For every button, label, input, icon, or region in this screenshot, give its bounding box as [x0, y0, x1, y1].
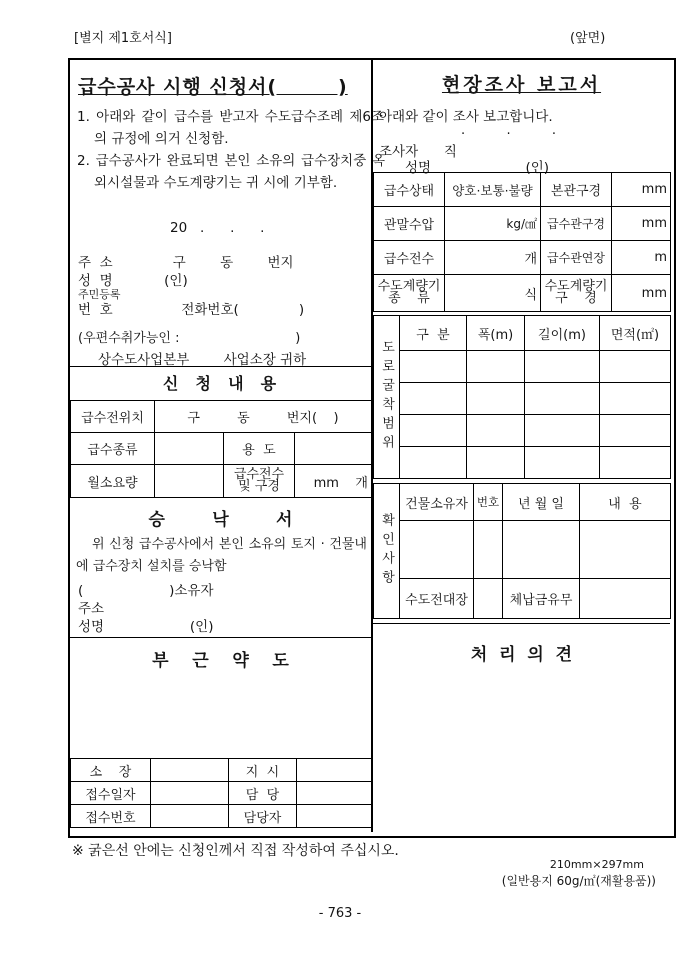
application-details-header: 신 청 내 용 [70, 366, 371, 401]
consent-section [70, 497, 371, 637]
pressure-label-cell: 관말수압 [374, 207, 445, 241]
blank-cell [467, 351, 525, 383]
faucet-label-cell: 급수전수 [374, 241, 445, 275]
survey-panel [371, 60, 672, 832]
confirmation-table [373, 483, 671, 619]
excavation-header-area: 면적(㎡) [600, 316, 671, 351]
map-title: 부 근 약 도 [152, 651, 289, 671]
blank-cell [155, 433, 224, 465]
application-details-table [70, 400, 372, 498]
confirmation-side-label: 확인사항 [374, 484, 400, 619]
paper-size-label: 210mm×297mm [549, 858, 644, 871]
blank-cell [151, 805, 229, 828]
blank-cell [297, 805, 372, 828]
form-note: ※ 굵은선 안에는 신청인께서 직접 작성하여 주십시오. [72, 843, 399, 859]
main-pipe-label-cell: 본관구경 [541, 173, 612, 207]
blank-cell [295, 433, 372, 465]
blank-cell [525, 383, 600, 415]
meter-value-cell: 식 [445, 275, 541, 312]
supply-state-value-cell: 양호·보통·불량 [445, 173, 541, 207]
pipe-length-label-cell: 급수관연장 [541, 241, 612, 275]
faucet-count-label-cell [224, 465, 295, 498]
supply-location-label-cell: 급수전위치 [71, 401, 155, 433]
applicant-name-line: 성 명 (인) [78, 273, 188, 289]
map-section [70, 637, 371, 759]
blank-cell [400, 415, 467, 447]
blank-cell [503, 521, 580, 579]
pressure-value-cell: kg/㎠ [445, 207, 541, 241]
supply-location-value-cell: 구 동 번지( ) [155, 401, 372, 433]
staff-label-cell: 담당자 [229, 805, 297, 828]
blank-cell [600, 383, 671, 415]
surveyor-line: 조사자 직 [379, 144, 457, 160]
confirmation-header-content: 내 용 [580, 484, 671, 521]
meter-type-label-cell [374, 275, 445, 312]
consent-body: 위 신청 급수공사에서 본인 소유의 토지 · 건물내에 급수장치 설치를 승낙함 [76, 537, 367, 574]
meter-type-label-line2: 종 류 [388, 291, 430, 306]
main-pipe-unit-cell: mm [612, 173, 671, 207]
blank-cell [525, 447, 600, 479]
opinion-title: 처 리 의 견 [470, 645, 573, 665]
arrears-label-cell: 체납금유무 [503, 579, 580, 619]
blank-cell [580, 521, 671, 579]
blank-cell [151, 782, 229, 805]
excavation-header-length: 길이(m) [525, 316, 600, 351]
application-date-line: 20 . . . [170, 220, 265, 236]
usage-label-cell: 용 도 [224, 433, 295, 465]
confirmation-header-date: 년 월 일 [503, 484, 580, 521]
recipient-line: 상수도사업본부 사업소장 귀하 [98, 352, 307, 368]
excavation-header-width: 폭(m) [467, 316, 525, 351]
instruction-label-cell: 지 시 [229, 759, 297, 782]
resident-no-phone-line: 번 호 전화번호( ) [78, 302, 305, 318]
receipt-no-label-cell: 접수번호 [71, 805, 151, 828]
blank-cell [400, 383, 467, 415]
pipe-length-unit-cell: m [612, 241, 671, 275]
receipt-date-label-cell: 접수일자 [71, 782, 151, 805]
paper-spec-label: (일반용지 60g/㎡(재활용품)) [501, 874, 656, 888]
form-code-label: [별지 제1호서식] [74, 31, 172, 46]
survey-title: 현장조사 보고서 [441, 74, 602, 96]
blank-cell [297, 759, 372, 782]
surveyor-name-line: 성명 (인) [405, 160, 550, 176]
blank-cell [600, 351, 671, 383]
application-clause-2: 2. 급수공사가 완료되면 본인 소유의 급수장치중 옥외시설물과 수도계량기는 귀 시에 기부함. [77, 153, 385, 191]
monthly-demand-label-cell: 월소요량 [71, 465, 155, 498]
blank-cell [467, 415, 525, 447]
confirmation-header-owner: 건물소유자 [400, 484, 474, 521]
faucet-value-cell: 개 [445, 241, 541, 275]
excavation-side-label: 도로굴착범위 [374, 316, 400, 479]
blank-cell [600, 447, 671, 479]
director-label-cell: 소 장 [71, 759, 151, 782]
form-outer-box [68, 58, 676, 838]
meter-size-label-line1: 수도계량기 [544, 279, 608, 294]
supply-state-label-cell: 급수상태 [374, 173, 445, 207]
supply-status-table [373, 172, 671, 312]
blank-cell [525, 351, 600, 383]
blank-cell [400, 447, 467, 479]
mail-receiver-line: (우편수취가능인 : ) [78, 331, 301, 346]
blank-cell [467, 383, 525, 415]
consent-address-label: 주소 [78, 601, 105, 617]
blank-cell [151, 759, 229, 782]
blank-cell [474, 521, 503, 579]
survey-intro: 아래와 같이 조사 보고합니다. [379, 109, 553, 125]
charge-label-cell: 담 당 [229, 782, 297, 805]
meter-size-label-cell [541, 275, 612, 312]
consent-title: 승 낙 서 [148, 510, 293, 530]
blank-cell [600, 415, 671, 447]
opinion-section [373, 623, 670, 833]
meter-size-unit-cell: mm [612, 275, 671, 312]
resident-no-label: 주민등록 [78, 288, 121, 301]
consent-name-line: 성명 (인) [78, 619, 214, 635]
blank-cell [474, 579, 503, 619]
faucet-count-label-line1: 급수전수 [233, 467, 285, 482]
blank-cell [400, 521, 474, 579]
blank-cell [155, 465, 224, 498]
consent-owner-line: ( )소유자 [78, 583, 214, 599]
supply-pipe-label-cell: 급수관구경 [541, 207, 612, 241]
excavation-header-category: 구 분 [400, 316, 467, 351]
page-number: - 763 - [318, 906, 362, 921]
applicant-address-line: 주 소 구 동 번지 [78, 255, 294, 271]
excavation-table [373, 315, 671, 479]
blank-cell [580, 579, 671, 619]
page-side-label: (앞면) [570, 31, 606, 46]
application-title: 급수공사 시행 신청서( ) [78, 76, 348, 98]
meter-size-label-line2: 구 경 [555, 291, 597, 306]
receipt-table [70, 758, 372, 828]
faucet-count-unit-cell: mm 개 [295, 465, 372, 498]
faucet-count-label-line2: 및 구경 [238, 479, 280, 494]
blank-cell [525, 415, 600, 447]
survey-date-dots: . . . [461, 123, 557, 138]
supply-pipe-unit-cell: mm [612, 207, 671, 241]
meter-type-label-line1: 수도계량기 [377, 279, 441, 294]
supply-type-label-cell: 급수종류 [71, 433, 155, 465]
confirmation-header-number: 번호 [474, 484, 503, 521]
blank-cell [400, 351, 467, 383]
blank-cell [467, 447, 525, 479]
application-clause-1: 1. 아래와 같이 급수를 받고자 수도급수조례 제6조의 규정에 의거 신청함. [77, 109, 384, 147]
application-panel [70, 60, 385, 832]
blank-cell [297, 782, 372, 805]
meter-ledger-label-cell: 수도전대장 [400, 579, 474, 619]
